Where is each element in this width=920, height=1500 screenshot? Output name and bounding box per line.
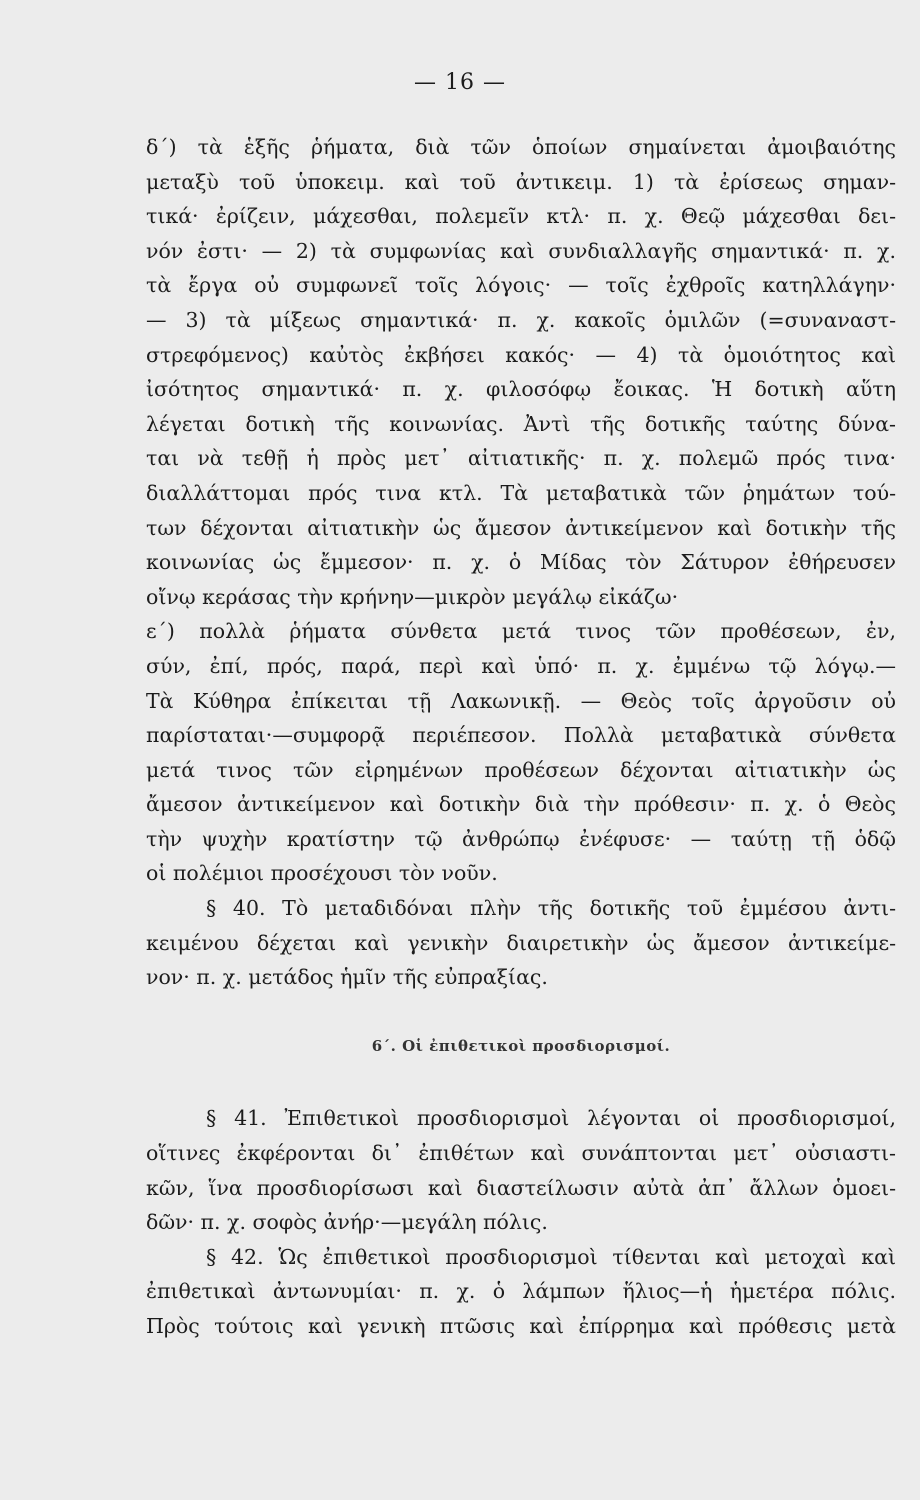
text-line: παρίσταται·—συμφορᾷ περιέπεσον. Πολλὰ μεταβατικὰ σύνθετα xyxy=(146,723,896,748)
page-number: — 16 — xyxy=(414,70,506,95)
body-text xyxy=(146,130,896,1344)
text-line: δ΄) τὰ ἑξῆς ῥήματα, διὰ τῶν ὁποίων σημαίνεται ἀμοιβαιότης xyxy=(146,135,896,159)
section-42 xyxy=(146,1240,896,1344)
text-line: δῶν· π. χ. σοφὸς ἀνήρ·—μεγάλη πόλις. xyxy=(146,1210,548,1235)
paragraph-e xyxy=(146,614,896,891)
text-line: κοινωνίας ὡς ἔμμεσον· π. χ. ὁ Μίδας τὸν Σάτυρον ἐθήρευσεν xyxy=(146,550,896,575)
text-line: ται νὰ τεθῇ ἡ πρὸς μετ᾽ αἰτιατικῆς· π. χ. πολεμῶ πρός τινα· xyxy=(146,446,896,471)
text-line: οἴνῳ κεράσας τὴν κρήνην—μικρὸν μεγάλῳ εἰκάζω· xyxy=(146,584,679,609)
text-line: ἄμεσον ἀντικείμενον καὶ δοτικὴν διὰ τὴν πρόθεσιν· π. χ. ὁ Θεὸς xyxy=(146,792,896,817)
text-line: § 41. Ἐπιθετικοὶ προσδιορισμοὶ λέγονται οἱ προσδιορισμοί, xyxy=(206,1106,896,1131)
text-line: νον· π. χ. μετάδος ἡμῖν τῆς εὐπραξίας. xyxy=(146,965,548,990)
text-line: ἰσότητος σημαντικά· π. χ. φιλοσόφῳ ἔοικας. Ἡ δοτικὴ αὕτη xyxy=(146,377,896,402)
section-41 xyxy=(146,1101,896,1239)
text-line: σύν, ἐπί, πρός, παρά, περὶ καὶ ὑπό· π. χ. ἐμμένω τῷ λόγῳ.— xyxy=(146,653,896,678)
text-line: Πρὸς τούτοις καὶ γενικὴ πτῶσις καὶ ἐπίρρημα καὶ πρόθεσις μετὰ xyxy=(146,1314,896,1338)
text-line: των δέχονται αἰτιατικὴν ὡς ἄμεσον ἀντικείμενον καὶ δοτικὴν τῆς xyxy=(146,515,896,540)
text-line: οἱ πολέμιοι προσέχουσι τὸν νοῦν. xyxy=(146,861,498,886)
text-line: τὴν ψυχὴν κρατίστην τῷ ἀνθρώπῳ ἐνέφυσε· — ταύτῃ τῇ ὁδῷ xyxy=(146,826,896,851)
text-line: μεταξὺ τοῦ ὑποκειμ. καὶ τοῦ ἀντικειμ. 1) τὰ ἐρίσεως σημαν- xyxy=(146,169,896,194)
text-line: λέγεται δοτικὴ τῆς κοινωνίας. Ἀντὶ τῆς δοτικῆς ταύτης δύνα- xyxy=(146,411,896,436)
section-heading: 6΄. Οἱ ἐπιθετικοὶ προσδιορισμοί. xyxy=(371,1036,671,1055)
text-line: § 40. Τὸ μεταδιδόναι πλὴν τῆς δοτικῆς τοῦ ἐμμέσου ἀντι- xyxy=(206,896,896,921)
text-line: κειμένου δέχεται καὶ γενικὴν διαιρετικὴν ὡς ἄμεσον ἀντικείμε- xyxy=(146,930,896,955)
text-line: στρεφόμενος) καὐτὸς ἐκβήσει κακός· — 4) τὰ ὁμοιότητος καὶ xyxy=(146,342,896,367)
text-line: τικά· ἐρίζειν, μάχεσθαι, πολεμεῖν κτλ· π. χ. Θεῷ μάχεσθαι δει- xyxy=(146,204,896,229)
text-line: ἐπιθετικαὶ ἀντωνυμίαι· π. χ. ὁ λάμπων ἥλιος—ἡ ἡμετέρα πόλις. xyxy=(146,1279,896,1304)
text-line: διαλλάττομαι πρός τινα κτλ. Τὰ μεταβατικὰ τῶν ῥημάτων τού- xyxy=(146,480,896,505)
text-line: ε΄) πολλὰ ῥήματα σύνθετα μετά τινος τῶν προθέσεων, ἐν, xyxy=(146,619,896,644)
section-40 xyxy=(146,891,896,995)
text-line: νόν ἐστι· — 2) τὰ συμφωνίας καὶ συνδιαλλαγῆς σημαντικά· π. χ. xyxy=(146,238,896,263)
text-line: κῶν, ἵνα προσδιορίσωσι καὶ διαστείλωσιν αὐτὰ ἀπ᾽ ἄλλων ὁμοει- xyxy=(146,1175,896,1200)
text-line: — 3) τὰ μίξεως σημαντικά· π. χ. κακοῖς ὁμιλῶν (=συναναστ- xyxy=(146,307,896,332)
text-line: τὰ ἔργα οὐ συμφωνεῖ τοῖς λόγοις· — τοῖς ἐχθροῖς κατηλλάγην· xyxy=(146,273,896,298)
paragraph-d xyxy=(146,130,896,614)
text-line: § 42. Ὡς ἐπιθετικοὶ προσδιορισμοὶ τίθενται καὶ μετοχαὶ καὶ xyxy=(206,1244,896,1269)
text-line: μετά τινος τῶν εἰρημένων προθέσεων δέχονται αἰτιατικὴν ὡς xyxy=(146,757,896,782)
text-line: οἵτινες ἐκφέρονται δι᾽ ἐπιθέτων καὶ συνάπτονται μετ᾽ οὐσιαστι- xyxy=(146,1141,896,1166)
text-line: Τὰ Κύθηρα ἐπίκειται τῇ Λακωνικῇ. — Θεὸς τοῖς ἀργοῦσιν οὐ xyxy=(146,688,896,713)
